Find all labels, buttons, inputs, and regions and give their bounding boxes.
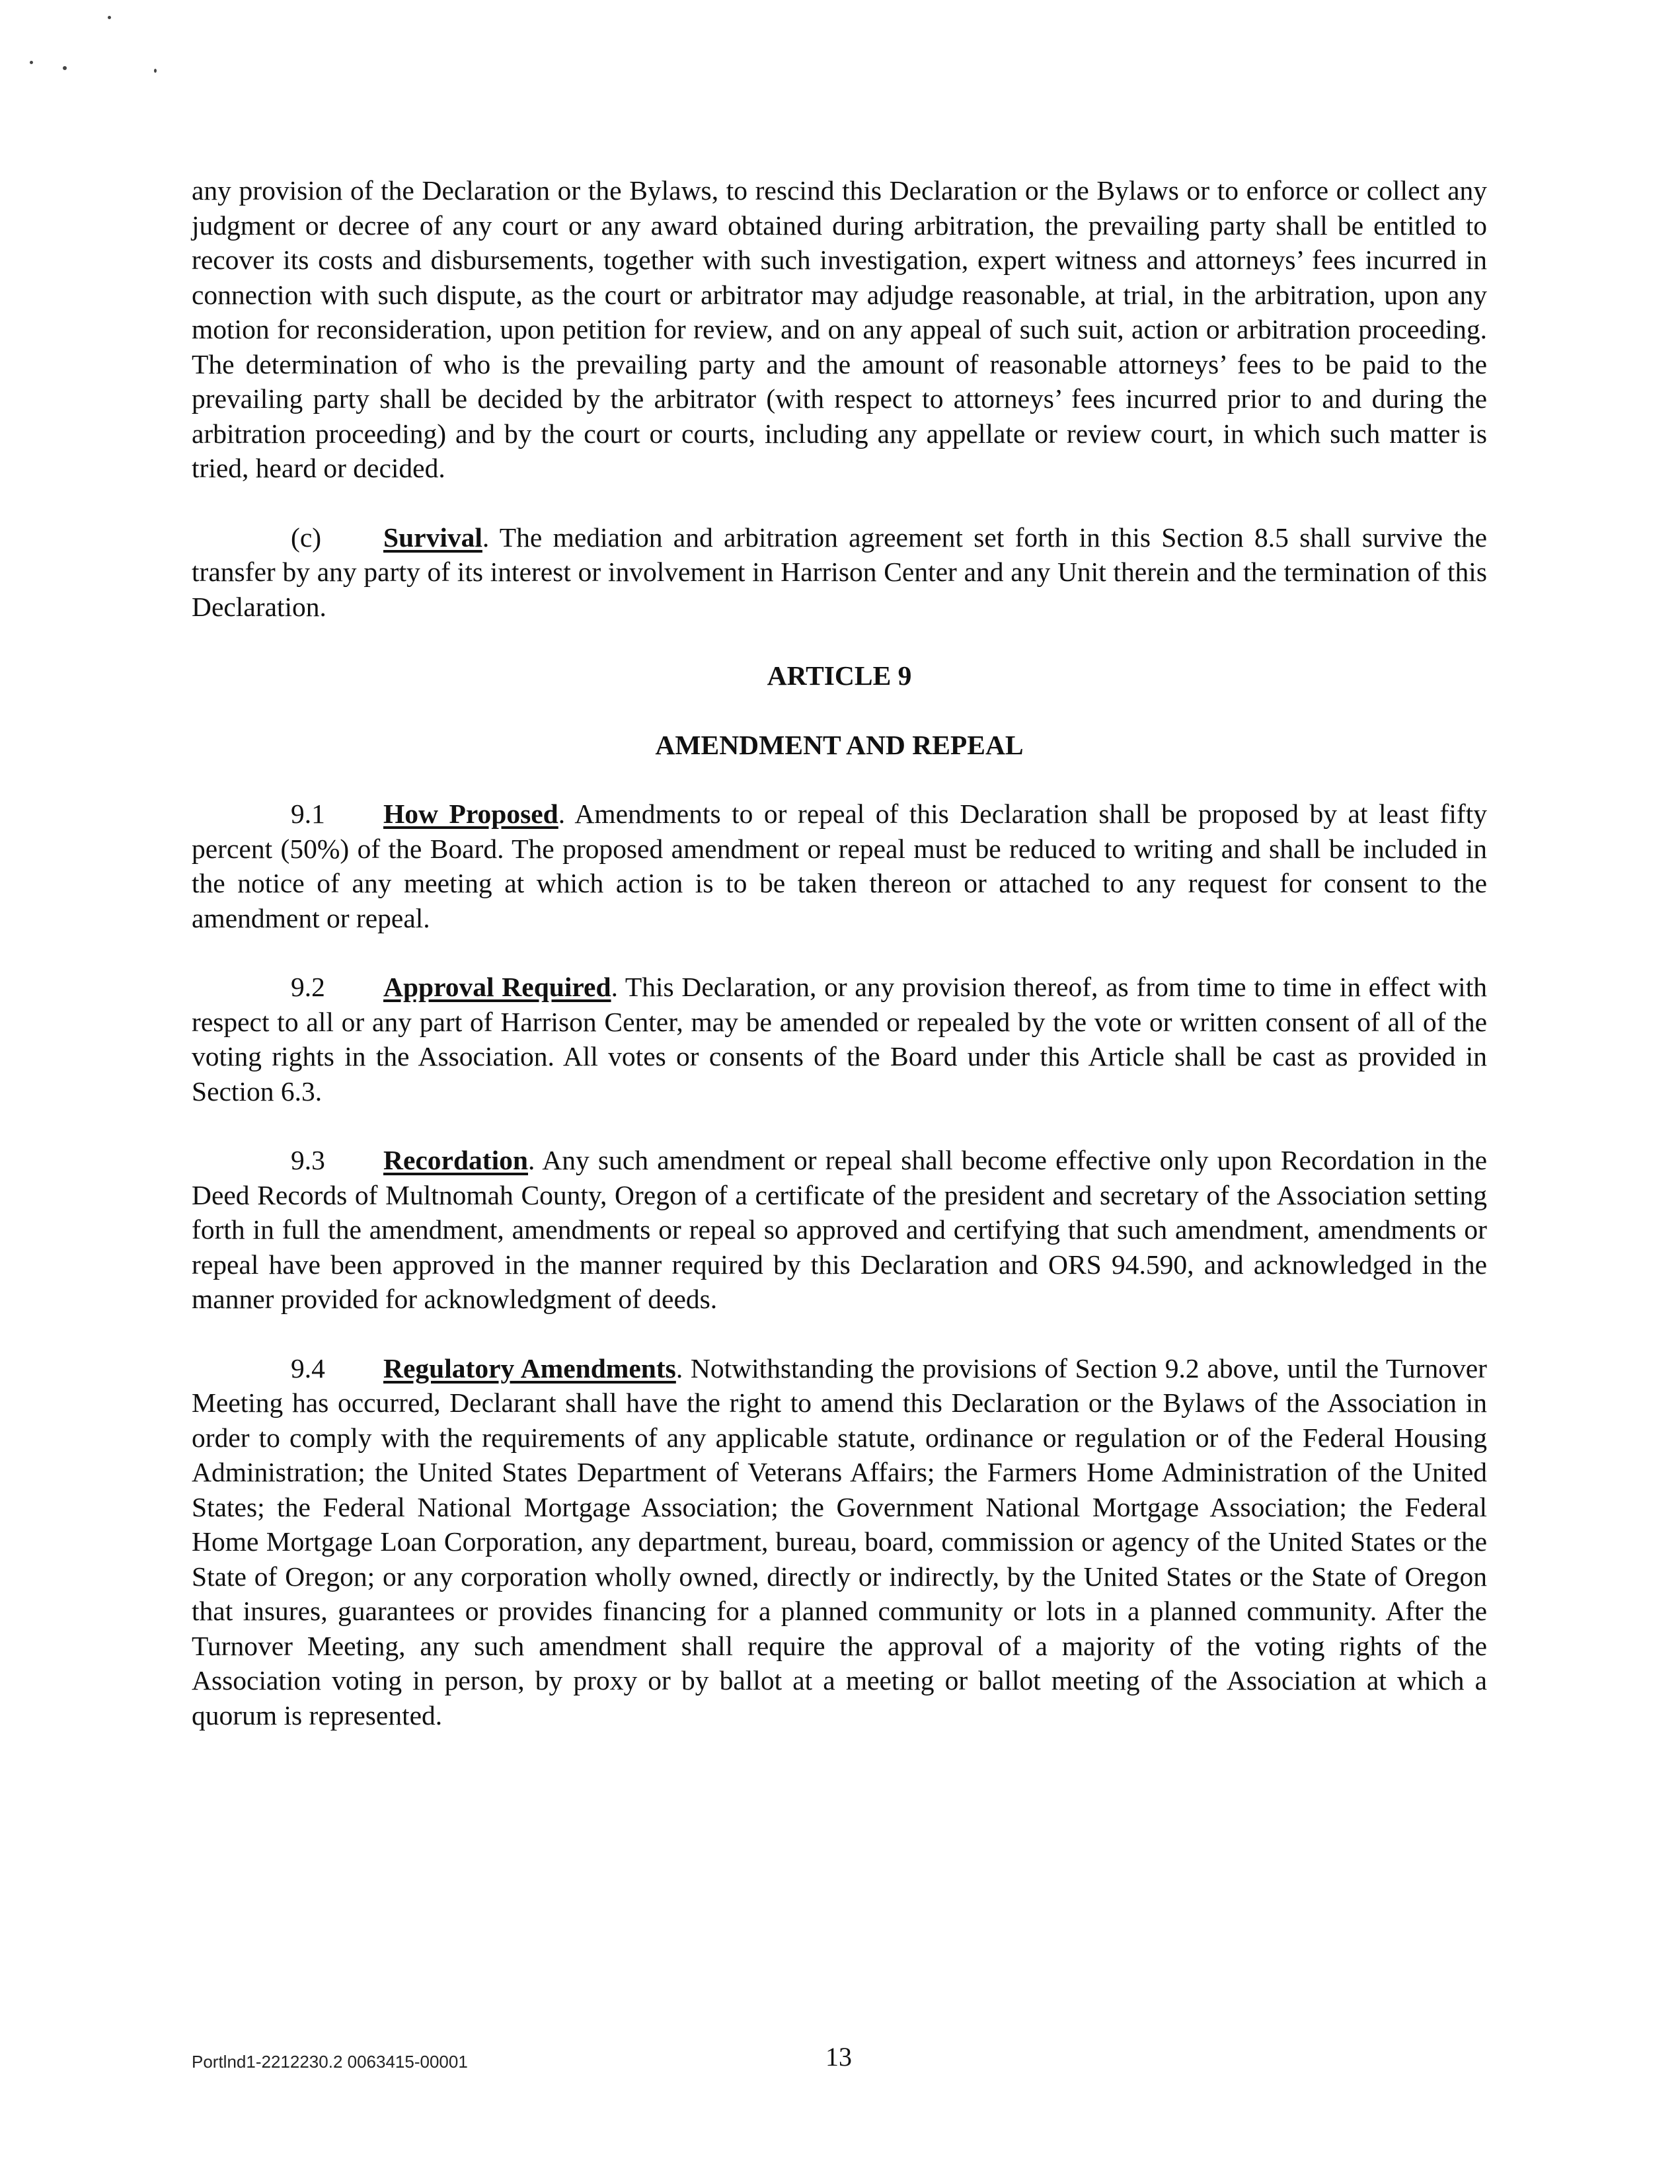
section-text: . Notwithstanding the provisions of Section 9.2 above, until the Turnover Meeting has occurred, Declarant shall have the right to amend this Declaration or the Bylaws of the Association in order to comply with the requirements of any applicable statute, ordinance or regulation or of the Federal Housing Administration; the United States Department of Veterans Affairs; the Farmers Home Administration of the United States; the Federal National Mortgage Association; the Government National Mortgage Association; the Federal Home Mortgage Loan Corporation, any department, bureau, board, commission or agency of the United States or the State of Oregon; or any corporation wholly owned, directly or indirectly, by the United States or the State of Oregon that insures, guarantees or provides financing for a planned community or lots in a planned community. After the Turnover Meeting, any such amendment shall require the approval of a majority of the voting rights of the Association voting in person, by proxy or by ballot at a meeting or ballot meeting of the Association at which a quorum is represented. [192, 1352, 1487, 1731]
section-title: Regulatory Amendments [383, 1352, 676, 1384]
scan-speck [63, 66, 67, 70]
section-number: 9.2 [291, 972, 325, 1002]
document-id-footer: Portlnd1-2212230.2 0063415-00001 [192, 2052, 468, 2072]
article-title: AMENDMENT AND REPEAL [655, 729, 1024, 760]
scan-speck [30, 61, 33, 64]
section-number: 9.4 [291, 1352, 325, 1384]
section-title: Approval Required [383, 972, 611, 1002]
section-9-2 [192, 970, 1487, 1109]
survival-paragraph [192, 520, 1487, 625]
page-number: 13 [825, 2042, 852, 2072]
section-9-4 [192, 1351, 1487, 1733]
survival-title: Survival [383, 522, 482, 553]
survival-text: . The mediation and arbitration agreement set forth in this Section 8.5 shall survive the transfer by any party of its interest or involvement in Harrison Center and any Unit therein and the termination of this Declaration. [192, 522, 1487, 622]
continuation-paragraph: any provision of the Declaration or the Bylaws, to rescind this Declaration or the Bylaws or to enforce or collect any judgment or decree of any court or any award obtained during arbitration, the prevailing party shall be entitled to recover its costs and disbursements, together with such investigation, expert witness and attorneys’ fees incurred in connection with such dispute, as the court or arbitrator may adjudge reasonable, at trial, in the arbitration, upon any motion for reconsideration, upon petition for review, and on any appeal of such suit, action or arbitration proceeding. The determination of who is the prevailing party and the amount of reasonable attorneys’ fees to be paid to the prevailing party shall be decided by the arbitrator (with respect to attorneys’ fees incurred prior to and during the arbitration proceeding) and by the court or courts, including any appellate or review court, in which such matter is tried, heard or decided. [192, 175, 1487, 483]
section-title: Recordation [383, 1145, 528, 1175]
section-text: . Any such amendment or repeal shall become effective only upon Recordation in the Deed Records of Multnomah County, Oregon of a certificate of the president and secretary of the Association setting forth in full the amendment, amendments or repeal so approved and certifying that such amendment, amendments or repeal have been approved in the manner required by this Declaration and ORS 94.590, and acknowledged in the manner provided for acknowledgment of deeds. [192, 1145, 1487, 1314]
section-text: . Amendments to or repeal of this Declaration shall be proposed by at least fifty percent (50%) of the Board. The proposed amendment or repeal must be reduced to writing and shall be included in the notice of any meeting at which action is to be taken thereon or attached to any request for consent to the amendment or repeal. [192, 799, 1487, 933]
section-number: 9.3 [291, 1145, 325, 1175]
article-heading: ARTICLE 9 [767, 660, 912, 691]
document-body [192, 173, 1487, 1767]
section-number: 9.1 [291, 799, 325, 829]
section-title: How Proposed [383, 799, 558, 829]
scan-speck [154, 69, 157, 73]
section-text: . This Declaration, or any provision thereof, as from time to time in effect with respect to all or any part of Harrison Center, may be amended or repealed by the vote or written consent of all of the voting rights in the Association. All votes or consents of the Board under this Article shall be cast as provided in Section 6.3. [192, 972, 1487, 1107]
scan-speck [108, 16, 111, 19]
survival-label: (c) [291, 522, 322, 553]
section-9-1 [192, 797, 1487, 935]
section-9-3 [192, 1143, 1487, 1317]
